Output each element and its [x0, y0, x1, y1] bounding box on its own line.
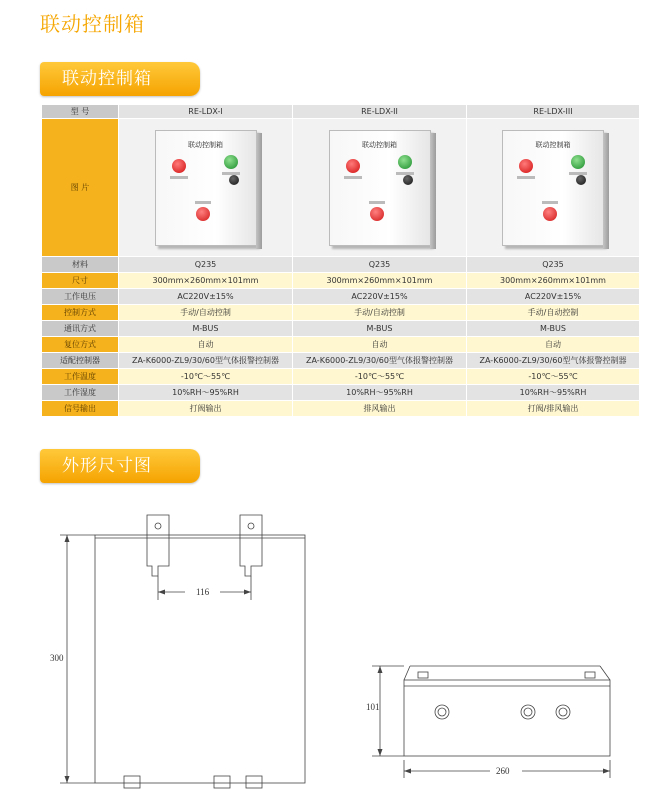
cell-value: AC220V±15% — [119, 289, 293, 305]
cable-gland-icon — [246, 776, 262, 788]
knockout-hole-icon — [521, 705, 535, 719]
cell-value: 自动 — [119, 337, 293, 353]
cell-value: 10%RH～95%RH — [119, 385, 293, 401]
side-view-outline — [404, 680, 610, 756]
cell-value: -10℃～55℃ — [293, 369, 467, 385]
row-label: 工作温度 — [42, 369, 119, 385]
cell-value: 300mm×260mm×101mm — [467, 273, 640, 289]
cell-value: Q235 — [119, 257, 293, 273]
row-label: 图 片 — [42, 119, 119, 257]
page-title: 联动控制箱 — [40, 12, 145, 36]
model-name: RE-LDX-I — [119, 105, 293, 119]
cell-value: 300mm×260mm×101mm — [293, 273, 467, 289]
row-label: 信号输出 — [42, 401, 119, 417]
cell-value: 打阀输出 — [119, 401, 293, 417]
cell-value: ZA-K6000-ZL9/30/60型气体报警控制器 — [119, 353, 293, 369]
cable-gland-icon — [214, 776, 230, 788]
cell-value: Q235 — [293, 257, 467, 273]
box-label: 联动控制箱 — [535, 140, 571, 149]
box-label: 联动控制箱 — [188, 140, 223, 149]
row-label: 控制方式 — [42, 305, 119, 321]
cell-value: -10℃～55℃ — [119, 369, 293, 385]
knockout-hole-icon — [556, 705, 570, 719]
cell-value: ZA-K6000-ZL9/30/60型气体报警控制器 — [293, 353, 467, 369]
cell-value: M-BUS — [467, 321, 640, 337]
mounting-bracket-left — [147, 515, 169, 576]
knockout-hole-icon — [435, 705, 449, 719]
cell-value: -10℃～55℃ — [467, 369, 640, 385]
cell-value: 300mm×260mm×101mm — [119, 273, 293, 289]
width-dimension-label: 260 — [496, 766, 510, 776]
cell-value: 自动 — [293, 337, 467, 353]
row-label: 通讯方式 — [42, 321, 119, 337]
height-dimension-label: 300 — [50, 653, 64, 663]
cell-value: AC220V±15% — [293, 289, 467, 305]
cell-value: 手动/自动控制 — [119, 305, 293, 321]
box-label: 联动控制箱 — [362, 140, 397, 149]
cell-value: M-BUS — [293, 321, 467, 337]
row-label: 工作电压 — [42, 289, 119, 305]
cell-value: 排风输出 — [293, 401, 467, 417]
cable-gland-icon — [124, 776, 140, 788]
row-label: 复位方式 — [42, 337, 119, 353]
cell-value: M-BUS — [119, 321, 293, 337]
mounting-bracket-right — [240, 515, 262, 576]
cell-value: Q235 — [467, 257, 640, 273]
depth-dimension-label: 101 — [366, 702, 380, 712]
cell-value: 10%RH～95%RH — [293, 385, 467, 401]
cell-value: 手动/自动控制 — [293, 305, 467, 321]
hole-spacing-dimension-label: 116 — [196, 587, 210, 597]
cell-value: 自动 — [467, 337, 640, 353]
row-label: 型 号 — [42, 105, 119, 119]
section-header-product: 联动控制箱 — [40, 62, 200, 96]
row-label: 适配控制器 — [42, 353, 119, 369]
section-header-dimensions: 外形尺寸图 — [40, 449, 200, 483]
row-label: 工作湿度 — [42, 385, 119, 401]
cell-value: AC220V±15% — [467, 289, 640, 305]
row-label: 尺寸 — [42, 273, 119, 289]
front-view-outline — [95, 535, 305, 783]
cell-value: 10%RH～95%RH — [467, 385, 640, 401]
row-label: 材料 — [42, 257, 119, 273]
cell-value: 打阀/排风输出 — [467, 401, 640, 417]
cell-value: 手动/自动控制 — [467, 305, 640, 321]
model-name: RE-LDX-II — [293, 105, 467, 119]
model-name: RE-LDX-III — [467, 105, 640, 119]
cell-value: ZA-K6000-ZL9/30/60型气体报警控制器 — [467, 353, 640, 369]
